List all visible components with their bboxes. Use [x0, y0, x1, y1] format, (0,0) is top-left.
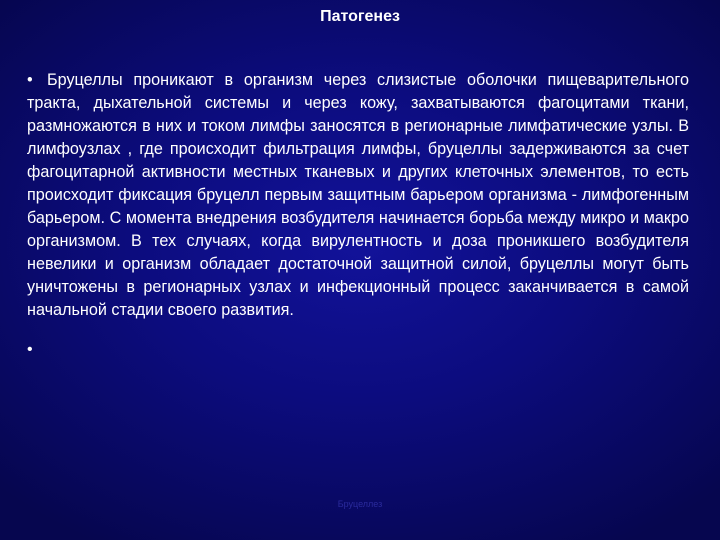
slide-title: Патогенез [320, 8, 400, 25]
bullet-icon: • [27, 71, 33, 89]
slide-footer: Бруцеллез [337, 499, 383, 509]
slide-body [27, 69, 689, 360]
bullet-icon: • [27, 341, 33, 358]
bullet-paragraph [27, 69, 689, 322]
paragraph-text: Бруцеллы проникают в организм через слизистые оболочки пищеварительного тракта, дыхательной системы и через кожу, захватываются фагоцитами ткани, размножаются в них и током лимфы заносятся в регионарные лимфатические узлы. В лимфоузлах , где происходит фильтрация лимфы, бруцеллы задерживаются за счет фагоцитарной активности местных тканевых и других клеточных элементов, то есть происходит фиксация бруцелл первым защитным барьером организма - лимфогенным барьером. С момента внедрения возбудителя начинается борьба между микро и макро организмом. В тех случаях, когда вирулентность и доза проникшего возбудителя невелики и организм обладает достаточной защитной силой, бруцеллы могут быть уничтожены в регионарных узлах и инфекционный процесс заканчивается в самой начальной стадии своего развития. [27, 71, 689, 319]
empty-bullet [27, 340, 689, 360]
